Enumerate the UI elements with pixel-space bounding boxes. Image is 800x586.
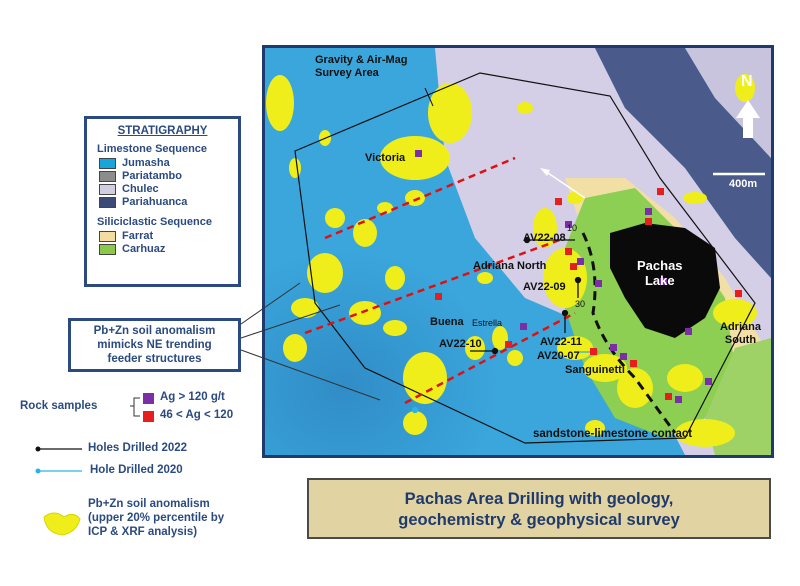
callout-line-2: mimicks NE trending xyxy=(97,339,212,351)
farrat-label: Farrat xyxy=(122,230,154,242)
sanguinetti-label: Sanguinetti xyxy=(565,364,625,376)
buena-label: Buena xyxy=(430,316,464,328)
holes-2022-label: Holes Drilled 2022 xyxy=(88,442,188,454)
victoria-label: Victoria xyxy=(365,152,406,164)
pachas-lake-label: Pachas Lake xyxy=(637,258,683,288)
adriana-south-label: Adriana South xyxy=(720,321,761,346)
av22-11-label: AV22-11 xyxy=(540,336,582,348)
av22-10-label: AV22-10 xyxy=(439,338,482,350)
survey-area-label: Gravity & Air-Mag Survey Area xyxy=(315,54,408,79)
siliciclastic-title: Siliciclastic Sequence xyxy=(97,216,212,228)
contact-label: sandstone-limestone contact xyxy=(533,428,693,440)
scale-label: 400m xyxy=(729,178,758,190)
soil-legend-line-1: Pb+Zn soil anomalism xyxy=(88,498,210,510)
estrella-label: Estrella xyxy=(472,318,503,328)
pariahuanca-label: Pariahuanca xyxy=(122,196,188,208)
ag-mid-label: 46 < Ag < 120 xyxy=(160,409,234,421)
av22-09-label: AV22-09 xyxy=(523,281,566,293)
jumasha-label: Jumasha xyxy=(122,157,170,169)
north-label: N xyxy=(741,73,753,90)
title-line-2: geochemistry & geophysical survey xyxy=(398,511,680,529)
callout-line-3: feeder structures xyxy=(107,353,202,365)
soil-legend-line-3: ICP & XRF analysis) xyxy=(88,526,198,538)
hole-legend-symbols xyxy=(30,441,90,481)
carhuaz-label: Carhuaz xyxy=(122,243,166,255)
dip-30-label: 30 xyxy=(575,299,586,309)
rock-samples-label: Rock samples xyxy=(20,400,98,412)
title-line-1: Pachas Area Drilling with geology, xyxy=(404,490,674,508)
dip-10-label: 10 xyxy=(567,223,578,233)
soil-anomalism-swatch xyxy=(40,507,84,539)
soil-legend-text xyxy=(88,497,224,539)
av22-08-label: AV22-08 xyxy=(523,232,566,244)
soil-legend-line-2: (upper 20% percentile by xyxy=(88,512,225,524)
pariatambo-label: Pariatambo xyxy=(122,170,182,182)
limestone-title: Limestone Sequence xyxy=(97,143,208,155)
callout-line-1: Pb+Zn soil anomalism xyxy=(93,325,216,337)
ag-high-swatch xyxy=(143,393,154,404)
stratigraphy-title: STRATIGRAPHY xyxy=(117,125,208,137)
av20-07-label: AV20-07 xyxy=(537,350,580,362)
hole-2020-label: Hole Drilled 2020 xyxy=(90,464,183,476)
adriana-north-label: Adriana North xyxy=(473,260,547,272)
chulec-label: Chulec xyxy=(122,183,159,195)
ag-mid-swatch xyxy=(143,411,154,422)
map-title-box xyxy=(307,478,771,539)
ag-high-label: Ag > 120 g/t xyxy=(160,391,225,403)
